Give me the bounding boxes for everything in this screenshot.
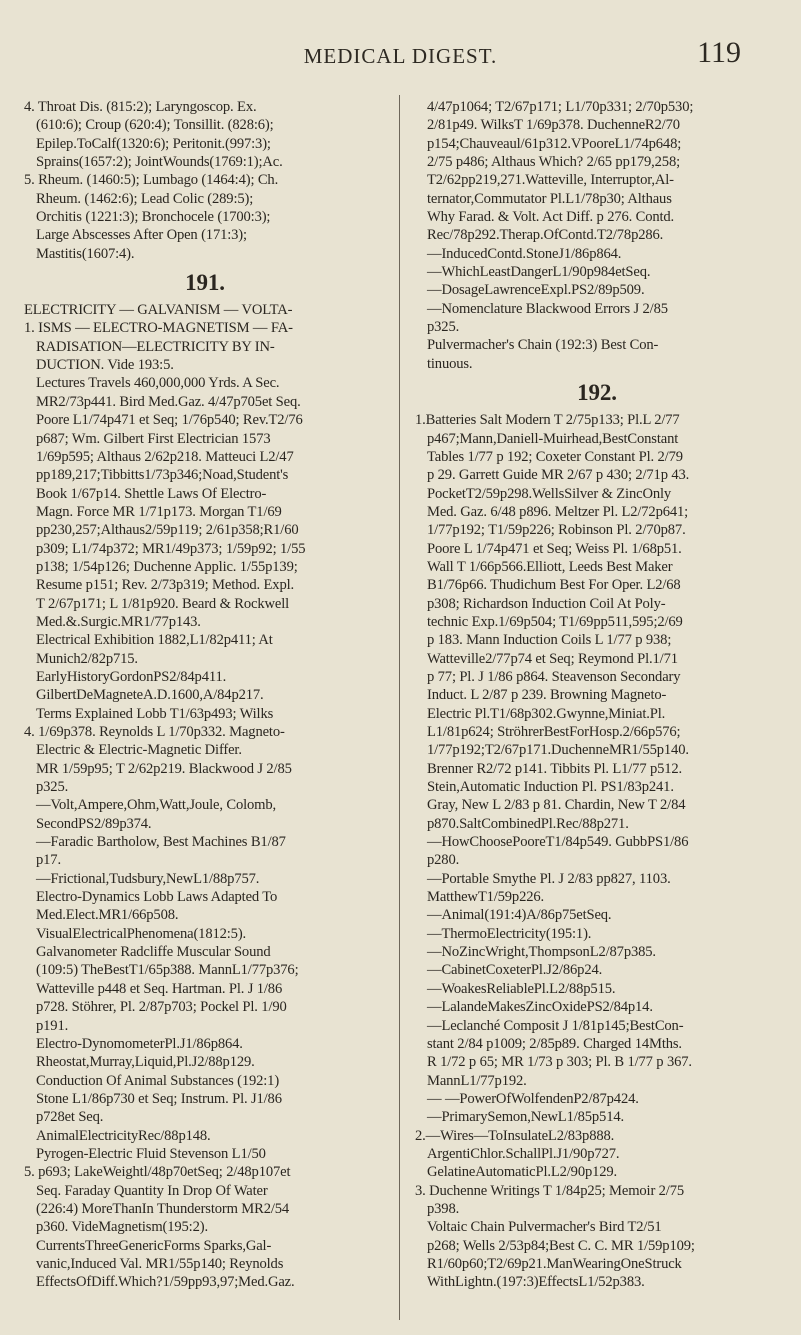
index-line: Electrical Exhibition 1882,L1/82p411; At — [36, 632, 273, 649]
index-line: Large Abscesses After Open (171:3); — [36, 227, 247, 244]
index-line: WithLightn.(197:3)EffectsL1/52p383. — [427, 1274, 645, 1291]
index-line: —Frictional,Tudsbury,NewL1/88p757. — [36, 870, 260, 887]
index-line: Tables 1/77 p 192; Coxeter Constant Pl. 2/79 — [427, 448, 683, 465]
index-line: —WoakesReliablePl.L2/88p515. — [427, 980, 616, 997]
index-line: —Portable Smythe Pl. J 2/83 pp827, 1103. — [427, 870, 671, 887]
index-line: Med.Elect.MR1/66p508. — [36, 907, 179, 924]
index-line: R 1/72 p 65; MR 1/73 p 303; Pl. B 1/77 p 367. — [427, 1054, 692, 1071]
index-line: 2/81p49. WilksT 1/69p378. DuchenneR2/70 — [427, 117, 680, 134]
index-line: Orchitis (1221:3); Bronchocele (1700:3); — [36, 209, 271, 226]
index-line: MR 1/59p95; T 2/62p219. Blackwood J 2/85 — [36, 760, 292, 777]
index-line: p728. Stöhrer, Pl. 2/87p703; Pockel Pl. 1/90 — [36, 999, 287, 1016]
index-line: Rec/78p292.Therap.OfContd.T2/78p286. — [427, 227, 664, 244]
index-line: vanic,Induced Val. MR1/55p140; Reynolds — [36, 1255, 284, 1272]
index-line: p17. — [36, 852, 61, 869]
right-column — [405, 98, 789, 1292]
index-line: R1/60p60;T2/69p21.ManWearingOneStruck — [427, 1255, 682, 1272]
index-line: p467;Mann,Daniell-Muirhead,BestConstant — [427, 430, 679, 447]
index-line: p 29. Garrett Guide MR 2/67 p 430; 2/71p 43. — [427, 467, 690, 484]
index-line: 5. Rheum. (1460:5); Lumbago (1464:4); Ch. — [24, 172, 279, 189]
index-line: p325. — [36, 779, 69, 796]
index-line: ternator,Commutator Pl.L1/78p30; Althaus — [427, 190, 672, 207]
index-line: Rheum. (1462:6); Lead Colic (289:5); — [36, 190, 254, 207]
index-line: p398. — [427, 1200, 460, 1217]
index-line: ArgentiChlor.SchallPl.J1/90p727. — [427, 1145, 620, 1162]
index-line: pp230,257;Althaus2/59p119; 2/61p358;R1/60 — [36, 522, 299, 539]
index-line: Book 1/67p14. Shettle Laws Of Electro- — [36, 485, 267, 502]
index-line: (109:5) TheBestT1/65p388. MannL1/77p376; — [36, 962, 299, 979]
index-line: Sprains(1657:2); JointWounds(1769:1);Ac. — [36, 154, 283, 171]
index-line: Watteville p448 et Seq. Hartman. Pl. J 1/86 — [36, 980, 283, 997]
index-line: MR2/73p441. Bird Med.Gaz. 4/47p705et Seq. — [36, 393, 301, 410]
running-head: MEDICAL DIGEST. — [303, 44, 498, 68]
index-line: DUCTION. Vide 193:5. — [36, 357, 174, 374]
index-line: p687; Wm. Gilbert First Electrician 1573 — [36, 430, 271, 447]
index-line: —Animal(191:4)A/86p75etSeq. — [427, 907, 612, 924]
index-line: Induct. L 2/87 p 239. Browning Magneto- — [427, 687, 667, 704]
index-line: 2.—Wires—ToInsulateL2/83p888. — [415, 1127, 615, 1144]
index-line: (226:4) MoreThanIn Thunderstorm MR2/54 — [36, 1200, 290, 1217]
index-line: Poore L 1/74p471 et Seq; Weiss Pl. 1/68p51. — [427, 540, 682, 557]
section-number: 191. — [185, 270, 225, 296]
index-line: GilbertDeMagneteA.D.1600,A/84p217. — [36, 687, 264, 704]
index-line: p870.SaltCombinedPl.Rec/88p271. — [427, 815, 629, 832]
index-line: 2/75 p486; Althaus Which? 2/65 pp179,258; — [427, 154, 681, 171]
index-line: Stone L1/86p730 et Seq; Instrum. Pl. J1/86 — [36, 1090, 282, 1107]
index-line: 1/77p192; T1/59p226; Robinson Pl. 2/70p87. — [427, 522, 686, 539]
index-line: p325. — [427, 319, 460, 336]
index-line: 1/77p192;T2/67p171.DuchenneMR1/55p140. — [427, 742, 689, 759]
left-column — [14, 98, 396, 1292]
index-line: —PrimarySemon,NewL1/85p514. — [427, 1109, 624, 1126]
index-line: Lectures Travels 460,000,000 Yrds. A Sec. — [36, 375, 280, 392]
index-line: L1/81p624; StröhrerBestForHosp.2/66p576; — [427, 724, 681, 740]
index-line: —DosageLawrenceExpl.PS2/89p509. — [427, 282, 645, 299]
index-line: —HowChoosePooreT1/84p549. GubbPS1/86 — [427, 834, 689, 851]
index-line: —NoZincWright,ThompsonL2/87p385. — [427, 944, 656, 961]
index-line: B1/76p66. Thudichum Best For Oper. L2/68 — [427, 577, 681, 594]
index-line: Resume p151; Rev. 2/73p319; Method. Expl. — [36, 577, 295, 594]
index-line: Electric Pl.T1/68p302.Gwynne,Miniat.Pl. — [427, 705, 666, 722]
index-line: 4. 1/69p378. Reynolds L 1/70p332. Magneto- — [24, 724, 285, 740]
index-line: — —PowerOfWolfendenP2/87p424. — [427, 1090, 639, 1107]
index-line: Brenner R2/72 p141. Tibbits Pl. L1/77 p512. — [427, 760, 683, 777]
index-line: Pulvermacher's Chain (192:3) Best Con- — [427, 337, 659, 354]
index-line: technic Exp.1/69p504; T1/69pp511,595;2/69 — [427, 613, 683, 630]
index-line: CurrentsThreeGenericForms Sparks,Gal- — [36, 1237, 272, 1254]
index-line: GelatineAutomaticPl.L2/90p129. — [427, 1164, 618, 1181]
index-line: —Volt,Ampere,Ohm,Watt,Joule, Colomb, — [36, 797, 277, 814]
index-line: Gray, New L 2/83 p 81. Chardin, New T 2/84 — [427, 797, 686, 814]
index-line: T 2/67p171; L 1/81p920. Beard & Rockwell — [36, 595, 290, 612]
index-line: Wall T 1/66p566.Elliott, Leeds Best Maker — [427, 558, 673, 575]
index-line: —Faradic Bartholow, Best Machines B1/87 — [36, 834, 286, 851]
index-line: p308; Richardson Induction Coil At Poly- — [427, 595, 666, 612]
index-line: T2/62pp219,271.Watteville, Interruptor,Al- — [427, 172, 674, 189]
index-line: ELECTRICITY — GALVANISM — VOLTA- — [24, 302, 293, 319]
index-line: Electro-DynomometerPl.J1/86p864. — [36, 1035, 243, 1052]
index-line: Poore L1/74p471 et Seq; 1/76p540; Rev.T2/76 — [36, 412, 303, 429]
index-line: —WhichLeastDangerL1/90p984etSeq. — [427, 264, 651, 281]
index-line: Munich2/82p715. — [36, 650, 138, 667]
index-line: Electric & Electric-Magnetic Differ. — [36, 742, 242, 759]
index-line: MannL1/77p192. — [427, 1072, 527, 1089]
index-line: Med.&.Surgic.MR1/77p143. — [36, 613, 201, 630]
index-line: 1. ISMS — ELECTRO-MAGNETISM — FA- — [24, 320, 293, 337]
index-line: 4/47p1064; T2/67p171; L1/70p331; 2/70p530; — [427, 99, 694, 115]
index-line: p309; L1/74p372; MR1/49p373; 1/59p92; 1/55 — [36, 540, 306, 557]
index-line: pp189,217;Tibbitts1/73p346;Noad,Student's — [36, 467, 289, 484]
index-line: Stein,Automatic Induction Pl. PS1/83p241. — [427, 779, 674, 796]
index-line: p280. — [427, 852, 460, 869]
index-line: Why Farad. & Volt. Act Diff. p 276. Contd. — [427, 209, 675, 226]
index-line: p138; 1/54p126; Duchenne Applic. 1/55p139; — [36, 558, 298, 575]
index-line: stant 2/84 p1009; 2/85p89. Charged 14Mths. — [427, 1035, 682, 1052]
index-line: 1.Batteries Salt Modern T 2/75p133; Pl.L 2/77 — [415, 412, 680, 429]
column-divider — [399, 95, 400, 1320]
index-line: p268; Wells 2/53p84;Best C. C. MR 1/59p109; — [427, 1237, 695, 1254]
index-line: PocketT2/59p298.WellsSilver & ZincOnly — [427, 485, 672, 502]
index-line: AnimalElectricityRec/88p148. — [36, 1127, 211, 1144]
index-line: MatthewT1/59p226. — [427, 889, 545, 906]
index-line: p 77; Pl. J 1/86 p864. Steavenson Secondary — [427, 668, 681, 685]
index-line: —ThermoElectricity(195:1). — [427, 925, 592, 942]
index-line: SecondPS2/89p374. — [36, 815, 152, 832]
index-line: 5. p693; LakeWeightl/48p70etSeq; 2/48p107et — [24, 1164, 291, 1181]
index-line: VisualElectricalPhenomena(1812:5). — [36, 925, 247, 942]
index-line: 3. Duchenne Writings T 1/84p25; Memoir 2/75 — [415, 1182, 685, 1199]
index-line: —Nomenclature Blackwood Errors J 2/85 — [427, 300, 668, 317]
index-line: Watteville2/77p74 et Seq; Reymond Pl.1/71 — [427, 650, 678, 667]
index-line: EffectsOfDiff.Which?1/59pp93,97;Med.Gaz. — [36, 1274, 295, 1291]
page-number: 119 — [697, 36, 741, 69]
index-line: Magn. Force MR 1/71p173. Morgan T1/69 — [36, 503, 282, 520]
index-line: —LalandeMakesZincOxidePS2/84p14. — [427, 999, 653, 1016]
index-line: Med. Gaz. 6/48 p896. Meltzer Pl. L2/72p641; — [427, 503, 689, 520]
index-line: p 183. Mann Induction Coils L 1/77 p 938; — [427, 632, 672, 649]
index-line: Epilep.ToCalf(1320:6); Peritonit.(997:3); — [36, 135, 271, 152]
index-line: Galvanometer Radcliffe Muscular Sound — [36, 944, 271, 961]
index-line: Conduction Of Animal Substances (192:1) — [36, 1072, 280, 1089]
index-line: Electro-Dynamics Lobb Laws Adapted To — [36, 889, 278, 906]
index-line: p728et Seq. — [36, 1109, 104, 1126]
section-number: 192. — [577, 380, 617, 406]
index-line: RADISATION—ELECTRICITY BY IN- — [36, 338, 275, 355]
index-line: —CabinetCoxeterPl.J2/86p24. — [427, 962, 603, 979]
index-line: p191. — [36, 1017, 69, 1034]
index-line: Seq. Faraday Quantity In Drop Of Water — [36, 1182, 268, 1199]
index-line: tinuous. — [427, 355, 473, 372]
index-line: 1/69p595; Althaus 2/62p218. Matteuci L2/47 — [36, 448, 294, 465]
index-line: 4. Throat Dis. (815:2); Laryngoscop. Ex. — [24, 99, 257, 115]
index-line: Rheostat,Murray,Liquid,Pl.J2/88p129. — [36, 1054, 255, 1071]
index-line: EarlyHistoryGordonPS2/84p411. — [36, 668, 227, 685]
index-line: Pyrogen-Electric Fluid Stevenson L1/50 — [36, 1145, 266, 1162]
index-line: Voltaic Chain Pulvermacher's Bird T2/51 — [427, 1219, 662, 1236]
index-line: (610:6); Croup (620:4); Tonsillit. (828:6); — [36, 117, 274, 134]
index-line: —Leclanché Composit J 1/81p145;BestCon- — [427, 1017, 684, 1034]
index-line: p154;Chauveaul/61p312.VPooreL1/74p648; — [427, 135, 682, 152]
index-line: Mastitis(1607:4). — [36, 245, 135, 262]
index-line: Terms Explained Lobb T1/63p493; Wilks — [36, 705, 274, 722]
index-line: p360. VideMagnetism(195:2). — [36, 1219, 208, 1236]
index-line: —InducedContd.StoneJ1/86p864. — [427, 245, 622, 262]
